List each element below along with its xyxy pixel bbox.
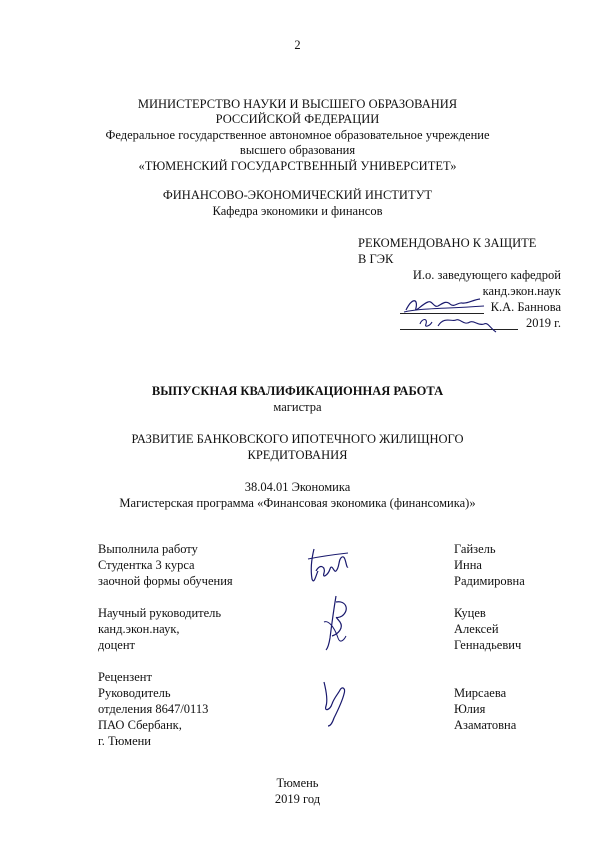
reviewer-role-4: ПАО Сбербанк, xyxy=(98,718,182,732)
reviewer-role-1: Рецензент xyxy=(98,670,152,684)
reviewer-role-3: отделения 8647/0113 xyxy=(98,702,209,716)
author-name-1: Гайзель xyxy=(454,542,496,556)
reviewer-name-3: Азаматовна xyxy=(454,718,517,732)
work-program: Магистерская программа «Финансовая экономика (финансомика)» xyxy=(119,496,476,510)
supervisor-signature-icon xyxy=(316,592,356,652)
work-type: ВЫПУСКНАЯ КВАЛИФИКАЦИОННАЯ РАБОТА xyxy=(151,384,444,398)
supervisor-name-1: Куцев xyxy=(454,606,486,620)
approval-name: К.А. Баннова xyxy=(490,300,561,314)
page-number: 2 xyxy=(294,38,301,52)
footer-city: Тюмень xyxy=(276,776,319,790)
institute-name: ФИНАНСОВО-ЭКОНОМИЧЕСКИЙ ИНСТИТУТ xyxy=(162,188,433,202)
reviewer-name-2: Юлия xyxy=(454,702,486,716)
department-name: Кафедра экономики и финансов xyxy=(212,204,383,218)
footer-year: 2019 год xyxy=(274,792,321,806)
university-name: «ТЮМЕНСКИЙ ГОСУДАРСТВЕННЫЙ УНИВЕРСИТЕТ» xyxy=(138,159,457,173)
reviewer-role-5: г. Тюмени xyxy=(98,734,151,748)
author-role-1: Выполнила работу xyxy=(98,542,198,556)
supervisor-name-3: Геннадьевич xyxy=(454,638,522,652)
reviewer-signature-icon xyxy=(316,676,352,728)
reviewer-name-1: Мирсаева xyxy=(454,686,507,700)
ministry-line-1: МИНИСТЕРСТВО НАУКИ И ВЫСШЕГО ОБРАЗОВАНИЯ xyxy=(137,97,458,111)
supervisor-role-3: доцент xyxy=(98,638,135,652)
approval-date-handwriting-icon xyxy=(416,312,500,336)
supervisor-role-2: канд.экон.наук, xyxy=(98,622,180,636)
approval-position: И.о. заведующего кафедрой xyxy=(412,268,561,282)
reviewer-role-2: Руководитель xyxy=(98,686,171,700)
work-level: магистра xyxy=(273,400,322,414)
author-role-2: Студентка 3 курса xyxy=(98,558,195,572)
approval-title-1: РЕКОМЕНДОВАНО К ЗАЩИТЕ xyxy=(358,236,537,250)
work-title-1: РАЗВИТИЕ БАНКОВСКОГО ИПОТЕЧНОГО ЖИЛИЩНОГО xyxy=(131,432,464,446)
author-name-2: Инна xyxy=(454,558,482,572)
author-name-3: Радимировна xyxy=(454,574,525,588)
institution-line-2: высшего образования xyxy=(239,143,356,157)
approval-year: 2019 г. xyxy=(526,316,561,330)
author-role-3: заочной формы обучения xyxy=(98,574,233,588)
work-code: 38.04.01 Экономика xyxy=(244,480,351,494)
institution-line-1: Федеральное государственное автономное образовательное учреждение xyxy=(105,128,490,142)
work-title-2: КРЕДИТОВАНИЯ xyxy=(247,448,348,462)
approval-degree: канд.экон.наук xyxy=(482,284,561,298)
approval-title-2: В ГЭК xyxy=(358,252,394,266)
author-signature-icon xyxy=(302,545,356,589)
supervisor-name-2: Алексей xyxy=(454,622,499,636)
ministry-line-2: РОССИЙСКОЙ ФЕДЕРАЦИИ xyxy=(215,112,380,126)
supervisor-role-1: Научный руководитель xyxy=(98,606,222,620)
